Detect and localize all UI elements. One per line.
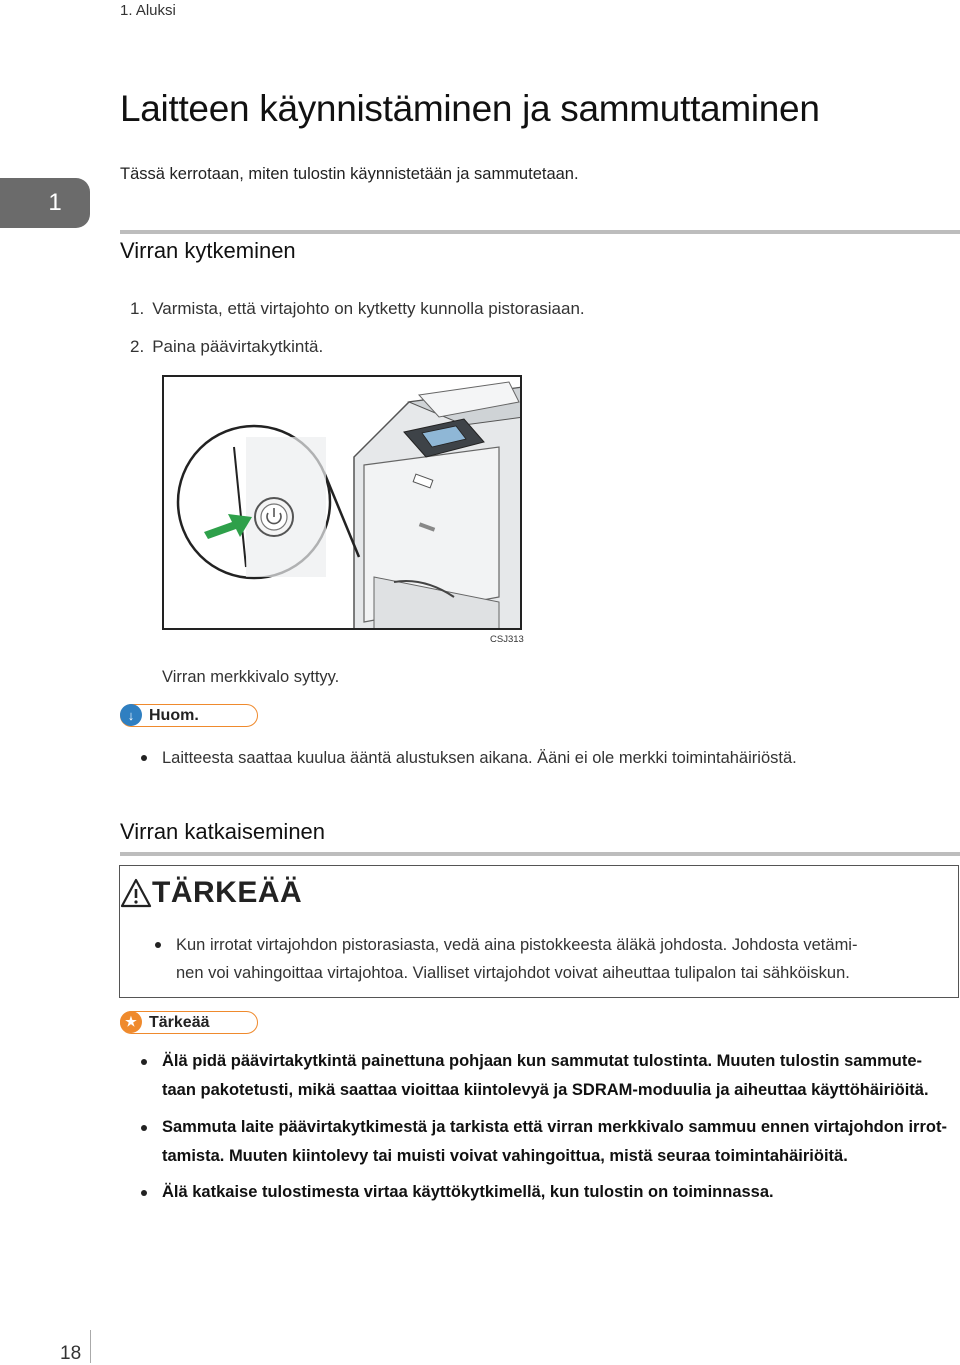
section-rule — [120, 852, 960, 856]
important-label: Tärkeää — [149, 1013, 210, 1031]
important-item-3-line-1: Älä katkaise tulostimesta virtaa käyttökytkimellä, kun tulostin on toiminnassa. — [162, 1183, 774, 1201]
chapter-tab: 1 — [0, 178, 90, 228]
section-title-power-on: Virran kytkeminen — [120, 238, 296, 263]
section-rule — [120, 230, 960, 234]
bullet — [141, 755, 147, 761]
important-item-1-line-2: taan pakotetusti, mikä saattaa vioittaa kiintolevyä ja SDRAM-moduulia ja aiheuttaa käyttöhäiriöitä. — [162, 1081, 929, 1099]
page-number-rule — [90, 1330, 91, 1363]
note-item: Laitteesta saattaa kuulua ääntä alustuksen aikana. Ääni ei ole merkki toimintahäiriöstä. — [162, 749, 797, 767]
bullet — [141, 1059, 147, 1065]
warning-line-1: Kun irrotat virtajohdon pistorasiasta, vedä aina pistokkeesta äläkä johdosta. Johdosta vetämi- — [176, 936, 858, 954]
running-header: 1. Aluksi — [120, 2, 176, 19]
figure-caption: Virran merkkivalo syttyy. — [162, 668, 340, 686]
important-item-2-line-2: tamista. Muuten kiintolevy tai muisti voivat vahingoittua, mistä seuraa toimintahäiriöitä. — [162, 1147, 848, 1165]
step-text: Varmista, että virtajohto on kytketty kunnolla pistorasiaan. — [152, 299, 585, 318]
bullet — [155, 942, 161, 948]
section-title-power-off: Virran katkaiseminen — [120, 819, 326, 844]
step-number: 2. — [130, 337, 145, 356]
bullet — [141, 1190, 147, 1196]
down-arrow-icon: ↓ — [120, 704, 142, 726]
figure-code: CSJ313 — [490, 634, 524, 645]
warning-line-2: nen voi vahingoittaa virtajohtoa. Vialliset virtajohdot voivat aiheuttaa tulipalon tai sähköiskun. — [176, 964, 850, 982]
page-number: 18 — [60, 1343, 82, 1364]
important-item-1-line-1: Älä pidä päävirtakytkintä painettuna pohjaan kun sammutat tulostinta. Muuten tulostin sammute- — [162, 1052, 923, 1070]
printer-illustration — [162, 375, 522, 630]
important-badge — [120, 1011, 258, 1034]
star-icon: ★ — [120, 1011, 142, 1033]
printer-drawing — [164, 377, 522, 630]
warning-triangle-icon — [120, 878, 152, 913]
step-1 — [130, 299, 585, 319]
warning-title: TÄRKEÄÄ — [152, 876, 303, 909]
page-title: Laitteen käynnistäminen ja sammuttaminen — [120, 88, 820, 129]
step-2 — [130, 337, 323, 357]
step-text: Paina päävirtakytkintä. — [152, 337, 324, 356]
important-item-2-line-1: Sammuta laite päävirtakytkimestä ja tarkista että virran merkkivalo sammuu ennen virtajohdon irrot- — [162, 1118, 947, 1136]
intro-text: Tässä kerrotaan, miten tulostin käynnistetään ja sammutetaan. — [120, 165, 579, 183]
bullet — [141, 1125, 147, 1131]
note-badge — [120, 704, 258, 727]
note-label: Huom. — [149, 706, 199, 724]
step-number: 1. — [130, 299, 145, 318]
